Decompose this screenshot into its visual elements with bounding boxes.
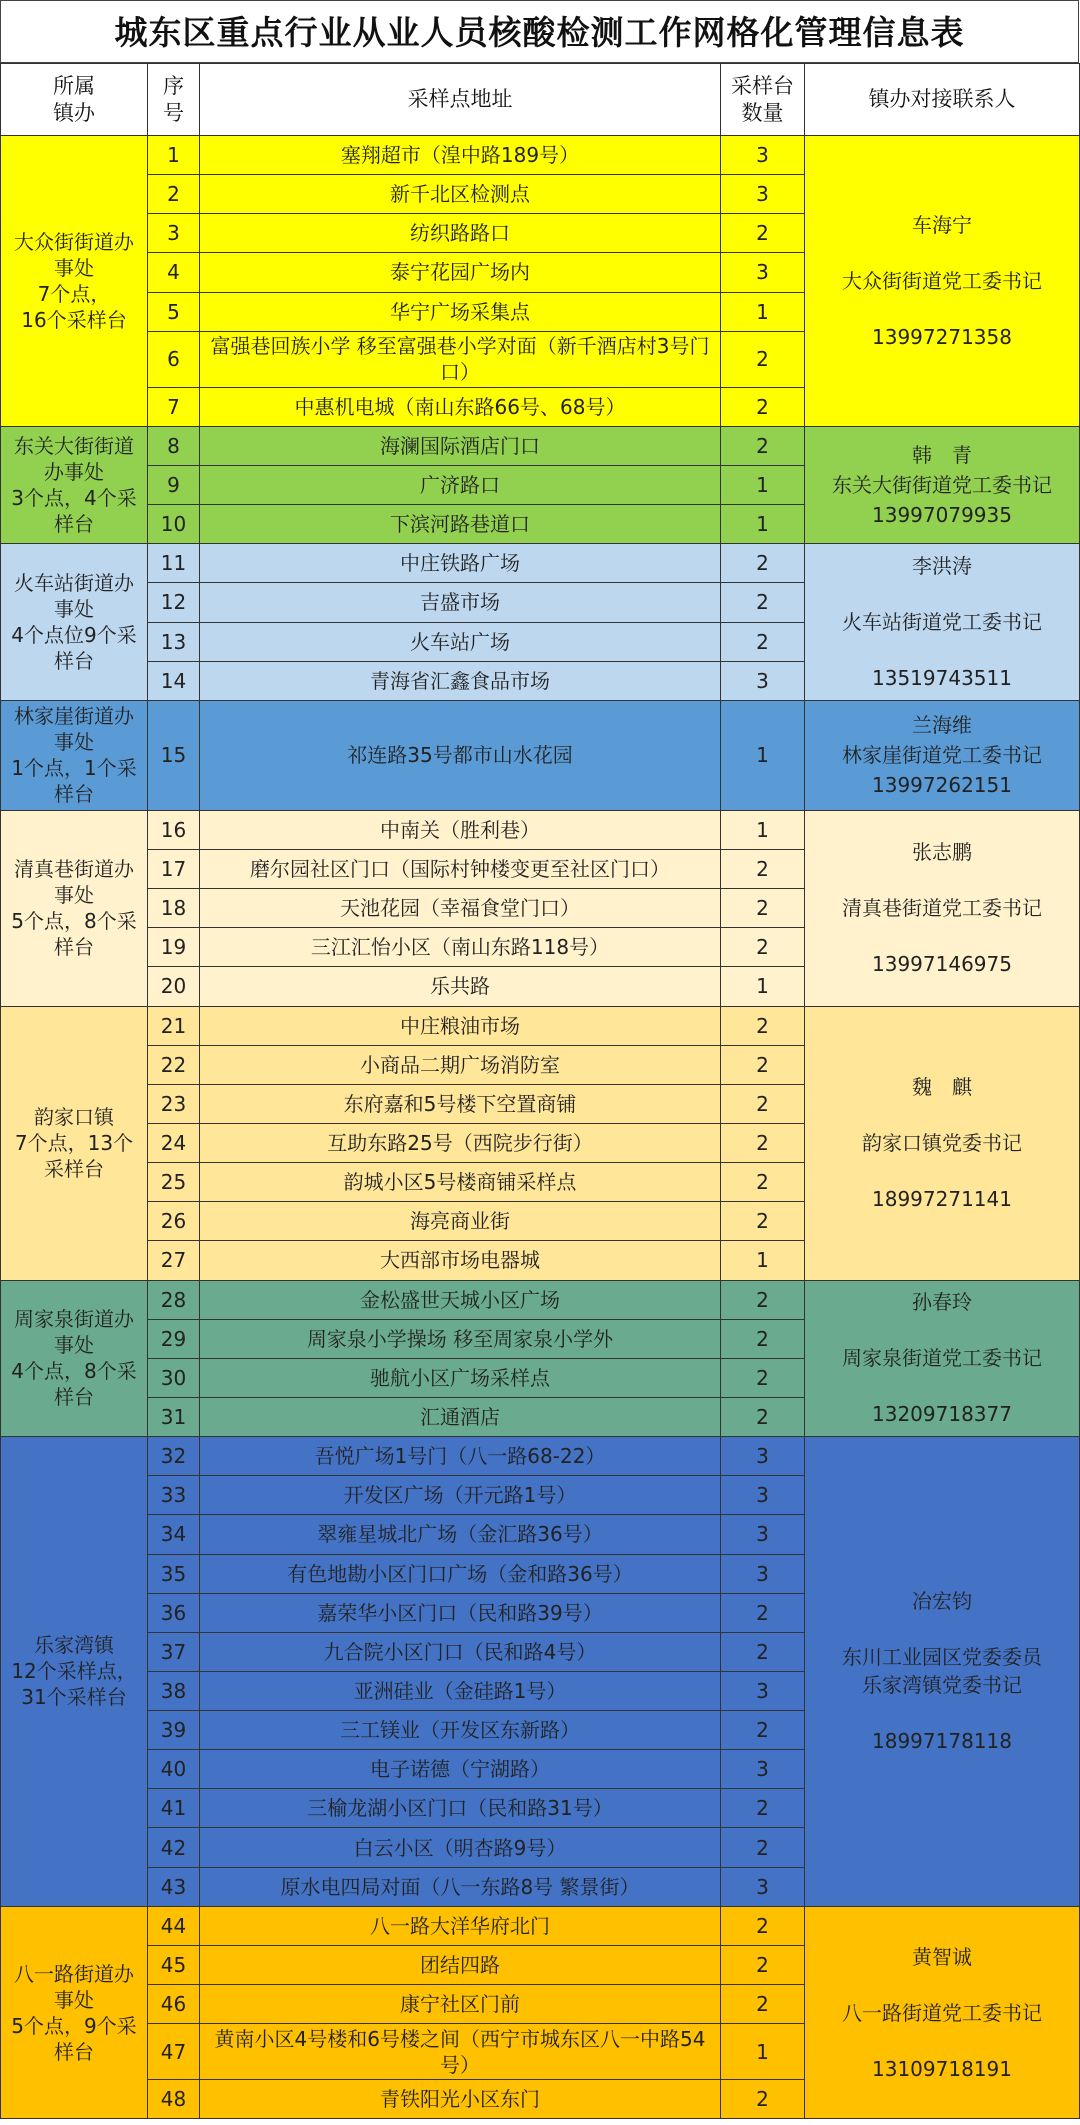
row-number: 29 <box>148 1319 200 1358</box>
station-count: 1 <box>721 700 805 810</box>
town-cell <box>1 700 148 810</box>
site-address: 磨尔园社区门口（国际村钟楼变更至社区门口） <box>200 849 721 888</box>
table-row <box>1 1437 1080 1476</box>
station-count: 3 <box>721 1437 805 1476</box>
header-town-label: 所属 镇办 <box>53 73 95 125</box>
row-number: 17 <box>148 849 200 888</box>
contact-name: 黄智诚 <box>912 1944 972 1969</box>
row-number: 16 <box>148 810 200 849</box>
header-no <box>148 64 200 136</box>
row-number: 47 <box>148 2024 200 2080</box>
site-address: 中惠机电城（南山东路66号、68号） <box>200 387 721 426</box>
contact-title: 韵家口镇党委书记 <box>862 1131 1022 1156</box>
station-count: 3 <box>721 1515 805 1554</box>
header-contact-label: 镇办对接联系人 <box>868 87 1016 111</box>
contact-name: 车海宁 <box>912 212 972 237</box>
contact-title: 周家泉街道党工委书记 <box>842 1346 1042 1371</box>
station-count: 3 <box>721 1671 805 1710</box>
station-count: 1 <box>721 967 805 1006</box>
contact-title: 火车站街道党工委书记 <box>842 610 1042 635</box>
station-count: 2 <box>721 928 805 967</box>
station-count: 2 <box>721 387 805 426</box>
row-number: 24 <box>148 1123 200 1162</box>
contact-cell <box>805 1006 1080 1280</box>
row-number: 10 <box>148 505 200 544</box>
station-count: 2 <box>721 1397 805 1436</box>
contact-title: 东川工业园区党委委员 乐家湾镇党委书记 <box>842 1645 1042 1698</box>
site-address: 海澜国际酒店门口 <box>200 426 721 465</box>
site-address: 九合院小区门口（民和路4号） <box>200 1632 721 1671</box>
site-address: 中庄粮油市场 <box>200 1006 721 1045</box>
station-count: 3 <box>721 1476 805 1515</box>
row-number: 20 <box>148 967 200 1006</box>
town-label: 八一路街道办事处 5个点，9个采样台 <box>11 1961 137 2064</box>
site-address: 互助东路25号（西院步行街） <box>200 1123 721 1162</box>
row-number: 7 <box>148 387 200 426</box>
table-row <box>1 1906 1080 1945</box>
row-number: 36 <box>148 1593 200 1632</box>
contact-title: 东关大街街道党工委书记 <box>832 473 1052 498</box>
town-cell <box>1 136 148 427</box>
contact-title: 林家崖街道党工委书记 <box>842 743 1042 768</box>
site-address: 祁连路35号都市山水花园 <box>200 700 721 810</box>
row-number: 30 <box>148 1358 200 1397</box>
site-address: 富强巷回族小学 移至富强巷小学对面（新千酒店村3号门口） <box>200 331 721 387</box>
contact-phone: 13997079935 <box>872 503 1012 528</box>
row-number: 27 <box>148 1241 200 1280</box>
town-cell <box>1 1006 148 1280</box>
town-label: 清真巷街道办事处 5个点，8个采样台 <box>11 857 137 960</box>
site-address: 亚洲硅业（金硅路1号） <box>200 1671 721 1710</box>
site-address: 大西部市场电器城 <box>200 1241 721 1280</box>
row-number: 31 <box>148 1397 200 1436</box>
site-address: 华宁广场采集点 <box>200 292 721 331</box>
row-number: 35 <box>148 1554 200 1593</box>
row-number: 44 <box>148 1906 200 1945</box>
station-count: 2 <box>721 1202 805 1241</box>
town-cell <box>1 1280 148 1437</box>
station-count: 2 <box>721 622 805 661</box>
station-count: 3 <box>721 175 805 214</box>
contact-name: 魏 麒 <box>912 1075 972 1100</box>
contact-name: 兰海维 <box>912 713 972 738</box>
station-count: 1 <box>721 292 805 331</box>
station-count: 2 <box>721 1319 805 1358</box>
station-count: 1 <box>721 2024 805 2080</box>
header-count <box>721 64 805 136</box>
station-count: 2 <box>721 1006 805 1045</box>
row-number: 5 <box>148 292 200 331</box>
town-label: 周家泉街道办事处 4个点，8个采样台 <box>11 1307 137 1410</box>
station-count: 1 <box>721 465 805 504</box>
site-address: 三榆龙湖小区门口（民和路31号） <box>200 1789 721 1828</box>
row-number: 19 <box>148 928 200 967</box>
site-address: 中庄铁路广场 <box>200 544 721 583</box>
site-address: 驰航小区广场采样点 <box>200 1358 721 1397</box>
table-row <box>1 426 1080 465</box>
table-body <box>1 136 1080 2119</box>
station-count: 2 <box>721 331 805 387</box>
row-number: 28 <box>148 1280 200 1319</box>
station-count: 2 <box>721 1828 805 1867</box>
row-number: 38 <box>148 1671 200 1710</box>
station-count: 2 <box>721 583 805 622</box>
row-number: 15 <box>148 700 200 810</box>
site-address: 有色地勘小区门口广场（金和路36号） <box>200 1554 721 1593</box>
contact-cell <box>805 544 1080 701</box>
contact-name: 孙春玲 <box>912 1290 972 1315</box>
contact-cell <box>805 1280 1080 1437</box>
contact-cell <box>805 810 1080 1006</box>
row-number: 41 <box>148 1789 200 1828</box>
row-number: 6 <box>148 331 200 387</box>
station-count: 1 <box>721 1241 805 1280</box>
station-count: 2 <box>721 1358 805 1397</box>
site-address: 三工镁业（开发区东新路） <box>200 1711 721 1750</box>
header-contact <box>805 64 1080 136</box>
site-address: 团结四路 <box>200 1945 721 1984</box>
row-number: 32 <box>148 1437 200 1476</box>
site-address: 原水电四局对面（八一东路8号 繁景街） <box>200 1867 721 1906</box>
site-address: 电子诺德（宁湖路） <box>200 1750 721 1789</box>
header-count-label: 采样台 数量 <box>731 73 794 125</box>
station-count: 2 <box>721 1906 805 1945</box>
site-address: 火车站广场 <box>200 622 721 661</box>
table-header-row <box>1 64 1080 136</box>
header-no-label: 序 号 <box>163 73 184 125</box>
row-number: 22 <box>148 1045 200 1084</box>
contact-phone: 13519743511 <box>872 666 1012 691</box>
town-label: 东关大街街道办事处 3个点，4个采样台 <box>11 434 137 537</box>
site-address: 下滨河路巷道口 <box>200 505 721 544</box>
station-count: 2 <box>721 426 805 465</box>
town-cell <box>1 544 148 701</box>
row-number: 33 <box>148 1476 200 1515</box>
row-number: 2 <box>148 175 200 214</box>
site-address: 开发区广场（开元路1号） <box>200 1476 721 1515</box>
site-address: 白云小区（明杏路9号） <box>200 1828 721 1867</box>
station-count: 2 <box>721 1045 805 1084</box>
site-address: 纺织路路口 <box>200 214 721 253</box>
site-address: 小商品二期广场消防室 <box>200 1045 721 1084</box>
town-label: 火车站街道办事处 4个点位9个采样台 <box>11 571 137 674</box>
row-number: 18 <box>148 889 200 928</box>
contact-cell <box>805 426 1080 543</box>
station-count: 2 <box>721 1123 805 1162</box>
contact-cell <box>805 1437 1080 1907</box>
row-number: 39 <box>148 1711 200 1750</box>
station-count: 2 <box>721 1985 805 2024</box>
table-row <box>1 1006 1080 1045</box>
site-address: 三江汇怡小区（南山东路118号） <box>200 928 721 967</box>
header-address <box>200 64 721 136</box>
station-count: 2 <box>721 1711 805 1750</box>
row-number: 26 <box>148 1202 200 1241</box>
contact-phone: 18997271141 <box>872 1187 1012 1212</box>
contact-phone: 18997178118 <box>872 1729 1012 1754</box>
site-address: 新千北区检测点 <box>200 175 721 214</box>
contact-name: 冶宏钧 <box>912 1589 972 1614</box>
station-count: 2 <box>721 1789 805 1828</box>
table-row <box>1 136 1080 175</box>
row-number: 9 <box>148 465 200 504</box>
site-address: 青海省汇鑫食品市场 <box>200 661 721 700</box>
site-address: 金松盛世天城小区广场 <box>200 1280 721 1319</box>
site-address: 中南关（胜利巷） <box>200 810 721 849</box>
site-address: 八一路大洋华府北门 <box>200 1906 721 1945</box>
contact-cell <box>805 136 1080 427</box>
site-address: 汇通酒店 <box>200 1397 721 1436</box>
station-count: 3 <box>721 136 805 175</box>
station-count: 2 <box>721 1945 805 1984</box>
town-cell <box>1 1906 148 2119</box>
table-row <box>1 1280 1080 1319</box>
town-cell <box>1 1437 148 1907</box>
contact-phone: 13997271358 <box>872 324 1012 349</box>
site-address: 黄南小区4号楼和6号楼之间（西宁市城东区八一中路54号） <box>200 2024 721 2080</box>
town-label: 大众街街道办事处 7个点， 16个采样台 <box>14 229 134 332</box>
contact-title: 清真巷街道党工委书记 <box>842 896 1042 921</box>
contact-title: 八一路街道党工委书记 <box>842 2000 1042 2025</box>
site-address: 青铁阳光小区东门 <box>200 2080 721 2119</box>
contact-cell <box>805 700 1080 810</box>
site-address: 嘉荣华小区门口（民和路39号） <box>200 1593 721 1632</box>
row-number: 37 <box>148 1632 200 1671</box>
site-address: 韵城小区5号楼商铺采样点 <box>200 1163 721 1202</box>
row-number: 12 <box>148 583 200 622</box>
station-count: 2 <box>721 1280 805 1319</box>
station-count: 2 <box>721 544 805 583</box>
table-row <box>1 544 1080 583</box>
contact-phone: 13997146975 <box>872 952 1012 977</box>
site-address: 吉盛市场 <box>200 583 721 622</box>
site-address: 泰宁花园广场内 <box>200 253 721 292</box>
table-row <box>1 810 1080 849</box>
row-number: 23 <box>148 1084 200 1123</box>
row-number: 34 <box>148 1515 200 1554</box>
row-number: 4 <box>148 253 200 292</box>
contact-cell <box>805 1906 1080 2119</box>
row-number: 48 <box>148 2080 200 2119</box>
site-address: 乐共路 <box>200 967 721 1006</box>
station-count: 2 <box>721 1084 805 1123</box>
row-number: 46 <box>148 1985 200 2024</box>
page-title: 城东区重点行业从业人员核酸检测工作网格化管理信息表 <box>0 0 1079 63</box>
station-count: 3 <box>721 1554 805 1593</box>
site-address: 广济路口 <box>200 465 721 504</box>
contact-phone: 13209718377 <box>872 1402 1012 1427</box>
town-label: 林家崖街道办事处 1个点，1个采样台 <box>11 704 137 807</box>
grid-management-table <box>0 63 1080 2119</box>
site-address: 翠雍星城北广场（金汇路36号） <box>200 1515 721 1554</box>
site-address: 周家泉小学操场 移至周家泉小学外 <box>200 1319 721 1358</box>
site-address: 天池花园（幸福食堂门口） <box>200 889 721 928</box>
row-number: 40 <box>148 1750 200 1789</box>
header-address-label: 采样点地址 <box>407 87 513 111</box>
table-row <box>1 700 1080 810</box>
row-number: 25 <box>148 1163 200 1202</box>
row-number: 13 <box>148 622 200 661</box>
station-count: 3 <box>721 253 805 292</box>
town-cell <box>1 426 148 543</box>
row-number: 45 <box>148 1945 200 1984</box>
contact-name: 张志鹏 <box>912 840 972 865</box>
contact-name: 韩 青 <box>912 443 972 468</box>
contact-phone: 13109718191 <box>872 2056 1012 2081</box>
row-number: 14 <box>148 661 200 700</box>
site-address: 塞翔超市（湟中路189号） <box>200 136 721 175</box>
town-label: 乐家湾镇 12个采样点， 31个采样台 <box>11 1633 137 1710</box>
row-number: 43 <box>148 1867 200 1906</box>
station-count: 3 <box>721 661 805 700</box>
station-count: 2 <box>721 2080 805 2119</box>
station-count: 2 <box>721 1593 805 1632</box>
station-count: 2 <box>721 1163 805 1202</box>
station-count: 1 <box>721 810 805 849</box>
contact-phone: 13997262151 <box>872 773 1012 798</box>
station-count: 3 <box>721 1750 805 1789</box>
site-address: 海亮商业街 <box>200 1202 721 1241</box>
contact-title: 大众街街道党工委书记 <box>842 268 1042 293</box>
site-address: 东府嘉和5号楼下空置商铺 <box>200 1084 721 1123</box>
contact-name: 李洪涛 <box>912 554 972 579</box>
station-count: 2 <box>721 214 805 253</box>
station-count: 1 <box>721 505 805 544</box>
row-number: 42 <box>148 1828 200 1867</box>
town-cell <box>1 810 148 1006</box>
station-count: 3 <box>721 1867 805 1906</box>
row-number: 21 <box>148 1006 200 1045</box>
town-label: 韵家口镇 7个点，13个采样台 <box>14 1105 134 1182</box>
row-number: 3 <box>148 214 200 253</box>
header-town <box>1 64 148 136</box>
row-number: 8 <box>148 426 200 465</box>
site-address: 吾悦广场1号门（八一路68-22） <box>200 1437 721 1476</box>
station-count: 2 <box>721 1632 805 1671</box>
row-number: 1 <box>148 136 200 175</box>
row-number: 11 <box>148 544 200 583</box>
site-address: 康宁社区门前 <box>200 1985 721 2024</box>
station-count: 2 <box>721 849 805 888</box>
station-count: 2 <box>721 889 805 928</box>
